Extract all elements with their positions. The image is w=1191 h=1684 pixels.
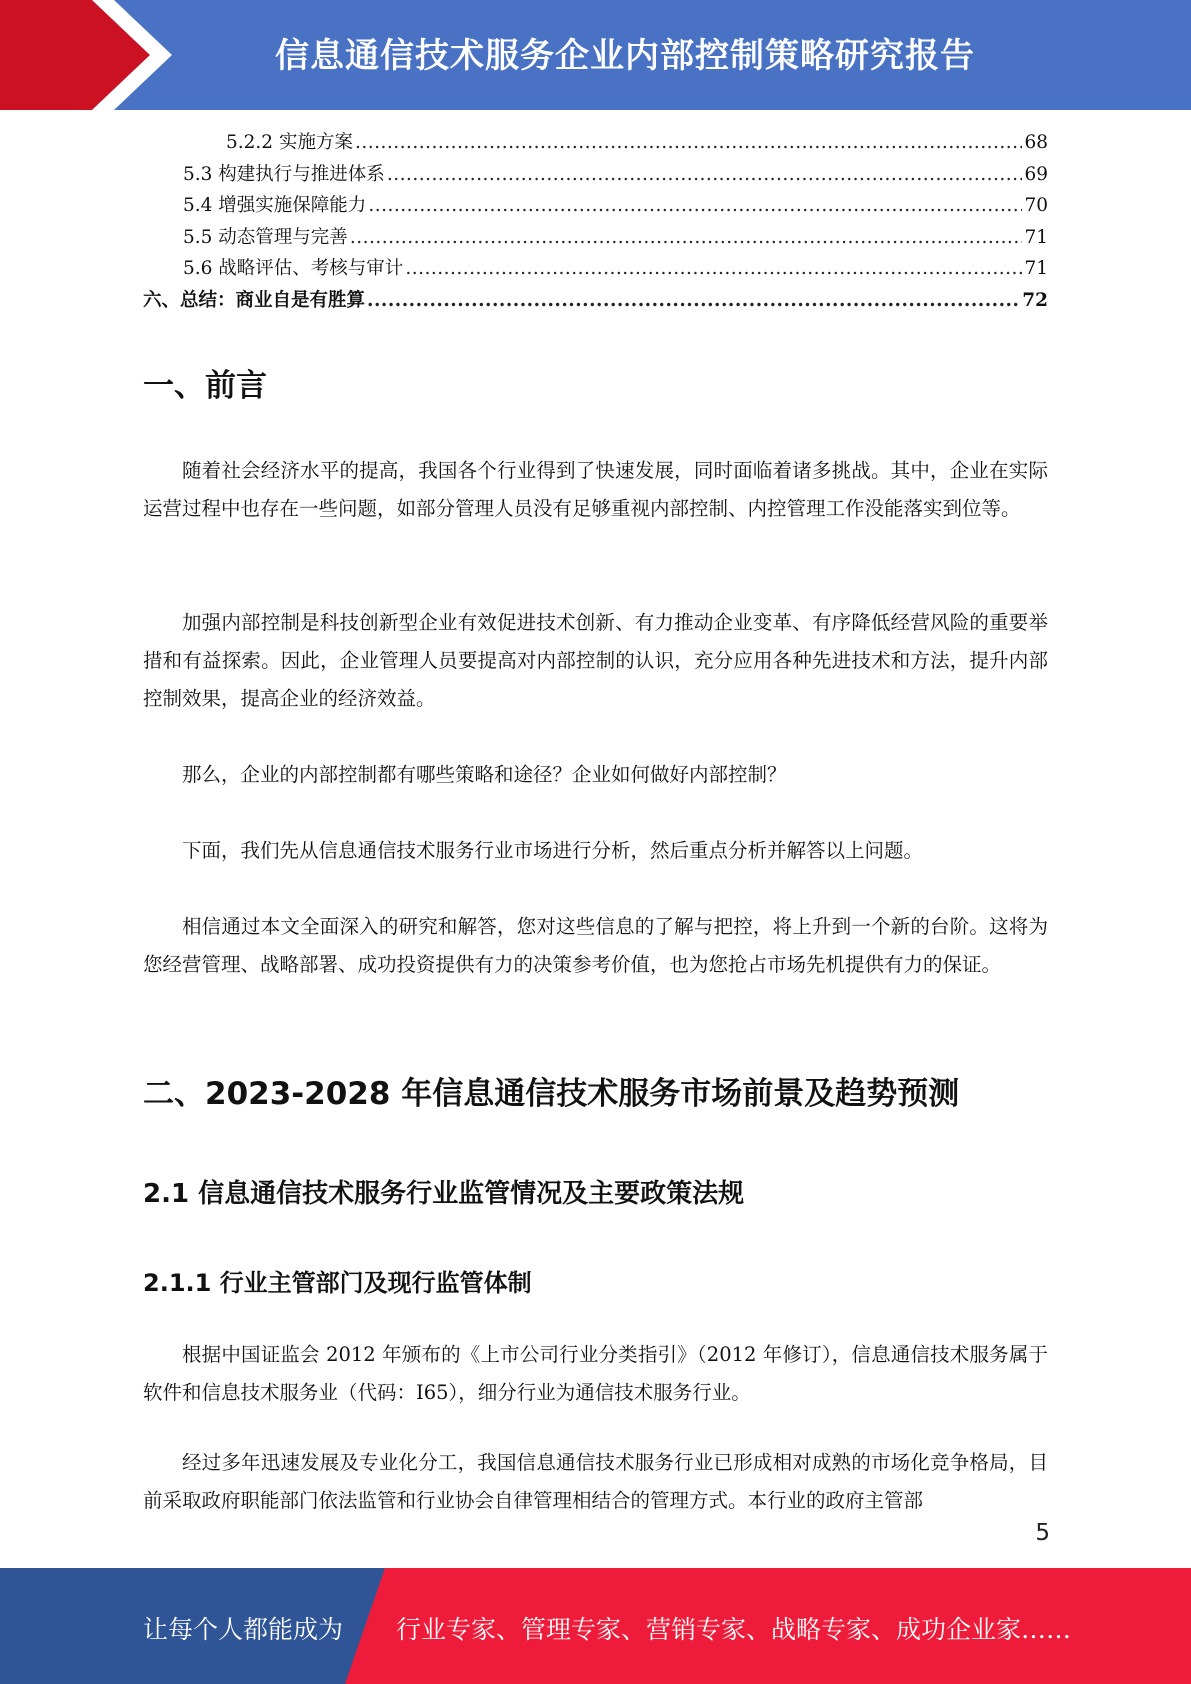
toc-entry[interactable] (143, 128, 1048, 160)
body-paragraph: 经过多年迅速发展及专业化分工，我国信息通信技术服务行业已形成相对成熟的市场化竞争格局，目前采取政府职能部门依法监管和行业协会自律管理相结合的管理方式。本行业的政府主管部 (143, 1451, 1048, 1512)
toc-entry[interactable] (143, 223, 1048, 255)
subsection-heading: 2.1 信息通信技术服务行业监管情况及主要政策法规 (143, 1179, 745, 1209)
toc-entry-page: 70 (1024, 195, 1048, 216)
footer-slogan-left: 让每个人都能成为 (143, 1615, 344, 1644)
toc-entry-page: 71 (1024, 226, 1048, 248)
header-title: 信息通信技术服务企业内部控制策略研究报告 (275, 36, 975, 76)
toc-entry[interactable] (143, 254, 1048, 286)
section-heading-preface: 一、前言 (143, 368, 267, 404)
toc-entry-label: 5.6 战略评估、考核与审计 (183, 258, 404, 279)
body-paragraph: 随着社会经济水平的提高，我国各个行业得到了快速发展，同时面临着诸多挑战。其中，企业在实际运营过程中也存在一些问题，如部分管理人员没有足够重视内部控制、内控管理工作没能落实到位等。 (143, 459, 1048, 520)
body-paragraph: 下面，我们先从信息通信技术服务行业市场进行分析，然后重点分析并解答以上问题。 (182, 839, 924, 862)
toc-leader-dots (350, 227, 1023, 248)
toc-entry-page: 72 (1022, 289, 1048, 311)
page-header (0, 0, 1191, 110)
toc-entry[interactable] (143, 286, 1048, 318)
toc-entry[interactable] (143, 160, 1048, 192)
toc-entry-label: 5.3 构建执行与推进体系 (183, 163, 385, 185)
page-content (143, 128, 1048, 1512)
toc-entry-label: 5.5 动态管理与完善 (183, 226, 348, 248)
body-paragraph: 那么，企业的内部控制都有哪些策略和途径？企业如何做好内部控制？ (182, 763, 787, 786)
body-paragraph: 加强内部控制是科技创新型企业有效促进技术创新、有力推动企业变革、有序降低经营风险的重要举措和有益探索。因此，企业管理人员要提高对内部控制的认识，充分应用各种先进技术和方法，提升内部控制效果，提高企业的经济效益。 (143, 611, 1048, 710)
toc-leader-dots (387, 164, 1023, 185)
toc-entry-label: 5.2.2 实施方案 (226, 132, 353, 153)
footer-slogan-right: 行业专家、管理专家、营销专家、战略专家、成功企业家…… (396, 1615, 1072, 1644)
toc-entry-label: 5.4 增强实施保障能力 (183, 195, 367, 216)
toc-leader-dots (368, 195, 1022, 216)
table-of-contents (143, 128, 1048, 317)
body-paragraph: 相信通过本文全面深入的研究和解答，您对这些信息的了解与把控，将上升到一个新的台阶。这将为您经营管理、战略部署、成功投资提供有力的决策参考价值，也为您抢占市场先机提供有力的保证。 (143, 915, 1048, 976)
subsubsection-heading: 2.1.1 行业主管部门及现行监管体制 (143, 1269, 532, 1297)
toc-leader-dots (405, 258, 1022, 279)
section-heading-market-outlook: 二、2023-2028 年信息通信技术服务市场前景及趋势预测 (143, 1076, 960, 1112)
toc-entry-page: 71 (1024, 258, 1048, 279)
body-paragraph: 根据中国证监会 2012 年颁布的《上市公司行业分类指引》（2012 年修订），信息通信技术服务属于软件和信息技术服务业（代码：I65），细分行业为通信技术服务行业。 (143, 1343, 1048, 1404)
toc-leader-dots (355, 132, 1023, 153)
page-number: 5 (1035, 1520, 1050, 1546)
toc-entry-page: 69 (1024, 163, 1048, 185)
toc-entry-label: 六、总结：商业自是有胜算 (143, 289, 366, 311)
toc-entry[interactable] (143, 191, 1048, 223)
page-footer (0, 1568, 1191, 1684)
toc-entry-page: 68 (1024, 132, 1048, 153)
toc-leader-dots (367, 290, 1020, 311)
